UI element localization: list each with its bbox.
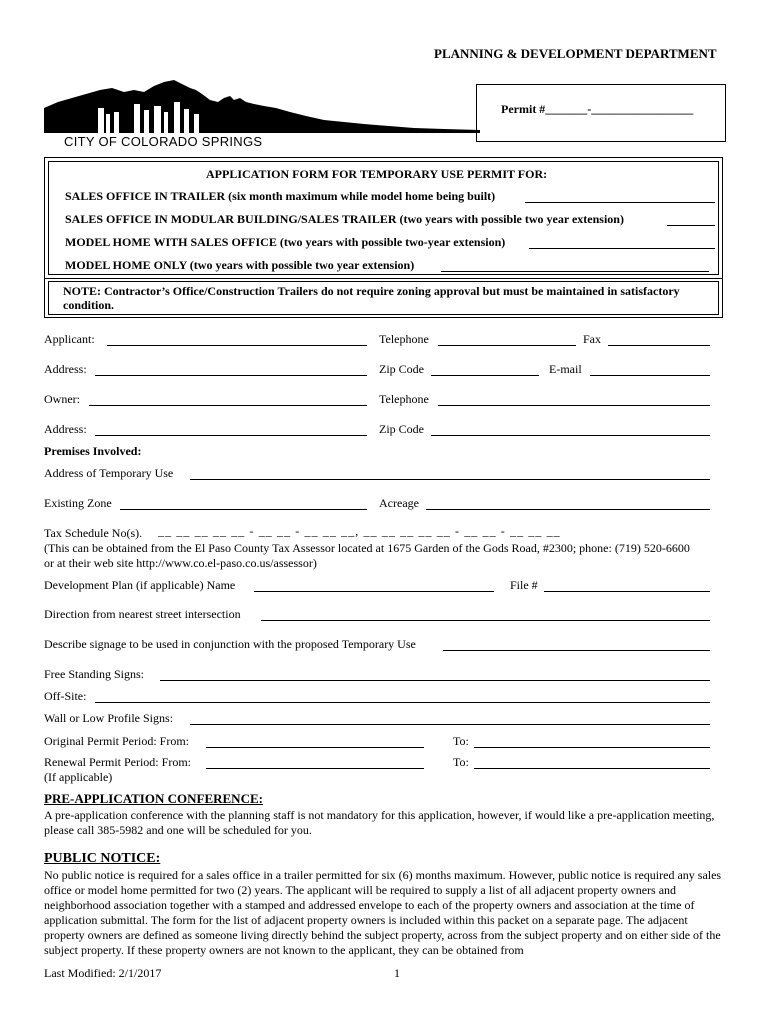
department-title: PLANNING & DEVELOPMENT DEPARTMENT <box>434 46 717 61</box>
wall-low-profile-field[interactable] <box>190 724 710 725</box>
owner-address-label: Address: <box>44 422 87 436</box>
premises-involved-heading: Premises Involved: <box>44 444 142 458</box>
tax-note-line2: or at their web site http://www.co.el-paso.co.us/assessor) <box>44 556 317 570</box>
note-text: NOTE: Contractor’s Office/Construction Trailers do not require zoning approval but must be maintained in satisfactory condition. <box>63 284 680 312</box>
note-box <box>44 278 723 318</box>
applicant-telephone-label: Telephone <box>379 332 429 346</box>
option-model-home-sales-label: MODEL HOME WITH SALES OFFICE (two years with possible two-year extension) <box>65 235 506 249</box>
wall-low-profile-label: Wall or Low Profile Signs: <box>44 711 174 725</box>
application-form-title: APPLICATION FORM FOR TEMPORARY USE PERMIT FOR: <box>206 167 548 181</box>
option-modular-building-label: SALES OFFICE IN MODULAR BUILDING/SALES TRAILER (two years with possible two year extension) <box>65 212 624 226</box>
city-name: CITY OF COLORADO SPRINGS <box>64 134 263 149</box>
applicant-zip-label: Zip Code <box>379 362 424 376</box>
owner-telephone-label: Telephone <box>379 392 429 406</box>
email-label: E-mail <box>549 362 582 376</box>
applicant-address-field[interactable] <box>95 375 367 376</box>
renewal-period-label: Renewal Permit Period: From: <box>44 755 191 769</box>
development-plan-label: Development Plan (if applicable) Name <box>44 578 236 592</box>
renewal-to-field[interactable] <box>474 768 710 769</box>
public-notice-heading: PUBLIC NOTICE: <box>44 851 161 866</box>
pre-application-heading: PRE-APPLICATION CONFERENCE: <box>44 791 263 806</box>
option-modular-building-blank[interactable] <box>667 225 715 226</box>
applicant-address-label: Address: <box>44 362 87 376</box>
applicant-field[interactable] <box>107 345 367 346</box>
free-standing-signs-field[interactable] <box>160 680 710 681</box>
renewal-to-label: To: <box>453 755 469 769</box>
file-number-label: File # <box>510 578 538 592</box>
permit-number-box[interactable] <box>476 84 726 142</box>
pre-application-text: A pre-application conference with the planning staff is not mandatory for this application, however, if would like a pre-application meeting, please call 385-5982 and one will be scheduled for you. <box>44 808 715 837</box>
fax-label: Fax <box>583 332 601 346</box>
original-to-label: To: <box>453 734 469 748</box>
owner-address-field[interactable] <box>95 435 367 436</box>
option-model-home-only-blank[interactable] <box>441 271 709 272</box>
page-number: 1 <box>394 966 400 980</box>
file-number-field[interactable] <box>544 591 710 592</box>
off-site-field[interactable] <box>95 702 710 703</box>
address-temp-use-label: Address of Temporary Use <box>44 466 174 480</box>
owner-zip-label: Zip Code <box>379 422 424 436</box>
fax-field[interactable] <box>608 345 710 346</box>
owner-field[interactable] <box>89 405 367 406</box>
signage-field[interactable] <box>443 650 710 651</box>
existing-zone-label: Existing Zone <box>44 496 112 510</box>
option-model-home-sales-blank[interactable] <box>529 248 715 249</box>
applicant-label: Applicant: <box>44 332 95 346</box>
acreage-label: Acreage <box>379 496 419 510</box>
applicant-telephone-field[interactable] <box>438 345 576 346</box>
off-site-label: Off-Site: <box>44 689 87 703</box>
original-period-label: Original Permit Period: From: <box>44 734 189 748</box>
option-model-home-only-label: MODEL HOME ONLY (two years with possible two year extension) <box>65 258 415 272</box>
permit-number-label: Permit #_______-_________________ <box>501 102 694 116</box>
applicant-zip-field[interactable] <box>431 375 539 376</box>
owner-zip-field[interactable] <box>431 435 710 436</box>
public-notice-text: No public notice is required for a sales office in a trailer permitted for six (6) months maximum. However, public notice is required any sales office or model home permitted for two (2) years. The applicant will be required to supply a list of all adjacent property owners and neighborhood association together with a stamped and addressed envelope to each of the property owners and association at the time of application submittal. The form for the list of adjacent property owners is included within this packet on a separate page. The adjacent property owners are defined as someone living directly behind the subject property, across from the subject property and on either side of the subject property. If these property owners are not known to the applicant, they can be obtained from <box>44 868 722 957</box>
signage-label: Describe signage to be used in conjunction with the proposed Temporary Use <box>44 637 416 651</box>
direction-field[interactable] <box>261 620 710 621</box>
original-to-field[interactable] <box>474 747 710 748</box>
free-standing-signs-label: Free Standing Signs: <box>44 667 145 681</box>
owner-label: Owner: <box>44 392 80 406</box>
owner-telephone-field[interactable] <box>438 405 710 406</box>
note-inner <box>48 281 719 315</box>
acreage-field[interactable] <box>426 509 710 510</box>
direction-label: Direction from nearest street intersection <box>44 607 241 621</box>
existing-zone-field[interactable] <box>120 509 367 510</box>
renewal-from-field[interactable] <box>206 768 424 769</box>
tax-schedule-label: Tax Schedule No(s). <box>44 526 143 540</box>
application-type-inner <box>48 161 719 275</box>
address-temp-use-field[interactable] <box>190 479 710 480</box>
city-skyline-logo <box>44 76 480 138</box>
if-applicable-note: (If applicable) <box>44 770 113 784</box>
option-sales-office-trailer-label: SALES OFFICE IN TRAILER (six month maximum while model home being built) <box>65 189 496 203</box>
last-modified: Last Modified: 2/1/2017 <box>44 966 162 980</box>
application-type-box <box>44 157 723 279</box>
email-field[interactable] <box>590 375 710 376</box>
original-from-field[interactable] <box>206 747 424 748</box>
tax-note-line1: (This can be obtained from the El Paso County Tax Assessor located at 1675 Garden of the Gods Road, #2300; phone: (719) 520-6600 <box>44 541 690 555</box>
development-plan-field[interactable] <box>254 591 494 592</box>
option-sales-office-trailer-blank[interactable] <box>525 202 715 203</box>
tax-schedule-field[interactable]: __ __ __ __ __ - __ __ - __ __ __, __ __ __ __ __ - __ __ - __ __ __ <box>158 524 561 538</box>
